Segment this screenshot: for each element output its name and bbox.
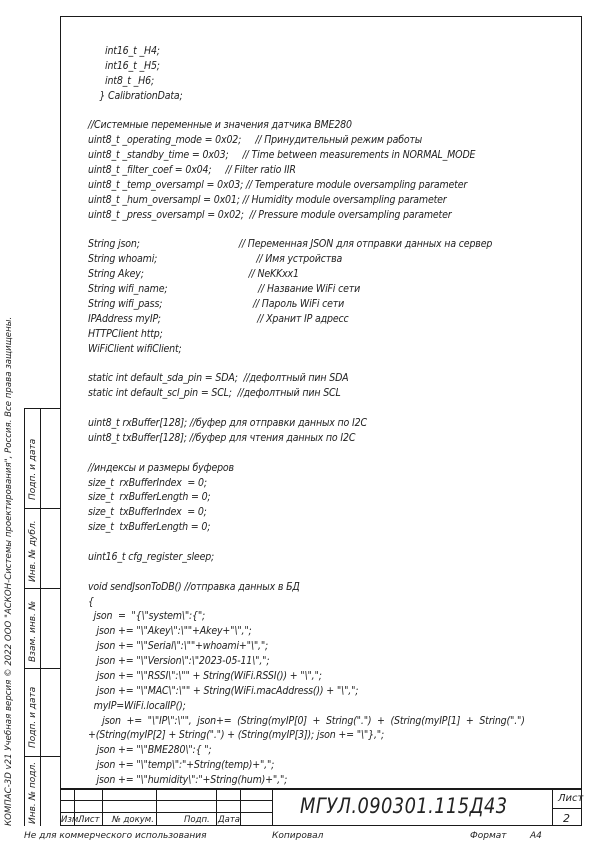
document-code: МГУЛ.090301.115Д43 xyxy=(300,794,508,818)
code-line: size_t rxBufferLength = 0; xyxy=(88,490,211,504)
code-line: //Системные переменные и значения датчика BME280 xyxy=(88,118,352,132)
code-line: json += "\"BME280\":{ "; xyxy=(88,743,212,757)
format-label: Формат xyxy=(470,831,507,841)
code-line: static int default_scl_pin = SCL; //дефолтный пин SCL xyxy=(88,386,341,400)
side-label-replace-inv: Взам. инв. № xyxy=(28,600,38,662)
code-line: json += "\"temp\":"+String(temp)+","; xyxy=(88,758,275,772)
code-line: json += "\"Serial\":\""+whoami+"\","; xyxy=(88,639,269,653)
code-line: +(String(myIP[2] + String(".") + (String(myIP[3]); json += "\"},"; xyxy=(88,728,384,742)
side-stamp-border-outer xyxy=(24,408,25,826)
title-block-sheet-row xyxy=(552,808,582,809)
side-stamp-row-line xyxy=(24,508,60,509)
col-label-date: Дата xyxy=(218,815,241,825)
code-line: uint8_t _standby_time = 0x03; // Time between measurements in NORMAL_MODE xyxy=(88,148,476,162)
col-label-sign: Подп. xyxy=(184,815,210,825)
title-block-top xyxy=(60,788,582,790)
code-line: uint8_t _filter_coef = 0x04; // Filter ratio IIR xyxy=(88,163,296,177)
code-line: } CalibrationData; xyxy=(88,88,183,102)
code-line: json = "{\"system\":{"; xyxy=(88,609,206,623)
side-stamp-row-line xyxy=(24,756,60,757)
code-line: String whoami; // Имя устройства xyxy=(88,252,343,266)
col-label-izm: Изм. xyxy=(61,815,81,825)
side-label-dup-inv: Инв. № дубл. xyxy=(28,520,38,582)
code-line: json += "\"RSSI\":\"" + String(WiFi.RSSI()) + "\","; xyxy=(88,668,322,682)
code-line: String Akey; // NeKKxx1 xyxy=(88,267,299,281)
code-line: int8_t _H6; xyxy=(88,73,154,87)
sheet-label: Лист xyxy=(558,793,584,804)
title-block-col xyxy=(272,788,273,826)
side-stamp-row-line xyxy=(24,668,60,669)
code-line: uint16_t cfg_register_sleep; xyxy=(88,549,215,563)
code-line: uint8_t txBuffer[128]; //буфер для чтения данных по I2C xyxy=(88,430,356,444)
code-line: json += "\"humidity\":"+String(hum)+","; xyxy=(88,773,288,787)
copied-label: Копировал xyxy=(272,831,324,841)
code-line: WiFiClient wifiClient; xyxy=(88,341,182,355)
title-block-col xyxy=(102,788,103,826)
code-line: static int default_sda_pin = SDA; //дефолтный пин SDA xyxy=(88,371,349,385)
code-line: uint8_t rxBuffer[128]; //буфер для отправки данных по I2C xyxy=(88,416,367,429)
code-line: void sendJsonToDB() //отправка данных в БД xyxy=(88,579,300,593)
code-line: json += "\"Version\":\"2023-05-11\","; xyxy=(88,654,270,668)
code-line: { xyxy=(88,594,94,608)
code-line: IPAddress myIP; // Хранит IP адресс xyxy=(88,311,349,325)
code-line: size_t rxBufferIndex = 0; xyxy=(88,475,207,489)
code-line: String json; // Переменная JSON для отправки данных на сервер xyxy=(88,237,493,251)
side-stamp-border-inner xyxy=(40,408,41,826)
sheet-number: 2 xyxy=(563,812,570,825)
code-line: uint8_t _temp_oversampl = 0x03; // Temperature module oversampling parameter xyxy=(88,177,468,191)
code-line: //индексы и размеры буферов xyxy=(88,460,234,474)
side-label-sign-date-2: Подп. и дата xyxy=(28,686,38,748)
title-block-col xyxy=(216,788,217,826)
format-value: А4 xyxy=(530,831,542,841)
col-label-list: Лист xyxy=(78,815,100,825)
code-line: HTTPClient http; xyxy=(88,326,163,340)
code-line: json += "\"MAC\":\"" + String(WiFi.macAddress()) + "\","; xyxy=(88,683,359,697)
code-line: uint8_t _hum_oversampl = 0x01; // Humidity module oversampling parameter xyxy=(88,192,447,206)
col-label-doc-number: № докум. xyxy=(112,815,154,825)
title-block-col xyxy=(552,788,553,826)
code-line: size_t txBufferIndex = 0; xyxy=(88,505,207,519)
side-label-sign-date-1: Подп. и дата xyxy=(28,438,38,500)
code-line: size_t txBufferLength = 0; xyxy=(88,520,211,534)
code-line: json += "\"Akey\":\""+Akey+"\","; xyxy=(88,624,252,638)
code-line: uint8_t _operating_mode = 0x02; // Принудительный режим работы xyxy=(88,133,423,147)
side-stamp-row-line xyxy=(24,408,60,409)
code-line: String wifi_name; // Название WiFi сети xyxy=(88,282,361,296)
code-line: int16_t _H5; xyxy=(88,58,160,72)
code-line: json += "\"IP\":\"", json+= (String(myIP[0] + String(".") + (String(myIP[1] + String(".") xyxy=(88,713,525,727)
code-line: String wifi_pass; // Пароль WiFi сети xyxy=(88,296,345,310)
side-stamp-row-line xyxy=(24,588,60,589)
copyright-text: КОМПАС-3D v21 Учебная версия © 2022 ООО "АСКОН-Системы проектирования", Россия. Все права защищены. xyxy=(4,316,14,826)
non-commercial-notice: Не для коммерческого использования xyxy=(24,831,207,841)
title-block-col xyxy=(240,788,241,826)
code-line: int16_t _H4; xyxy=(88,44,160,57)
title-block-col xyxy=(156,788,157,826)
code-line: myIP=WiFi.localIP(); xyxy=(88,698,186,712)
side-label-orig-inv: Инв. № подл. xyxy=(28,761,38,824)
code-line: uint8_t _press_oversampl = 0x02; // Pressure module oversampling parameter xyxy=(88,207,452,221)
